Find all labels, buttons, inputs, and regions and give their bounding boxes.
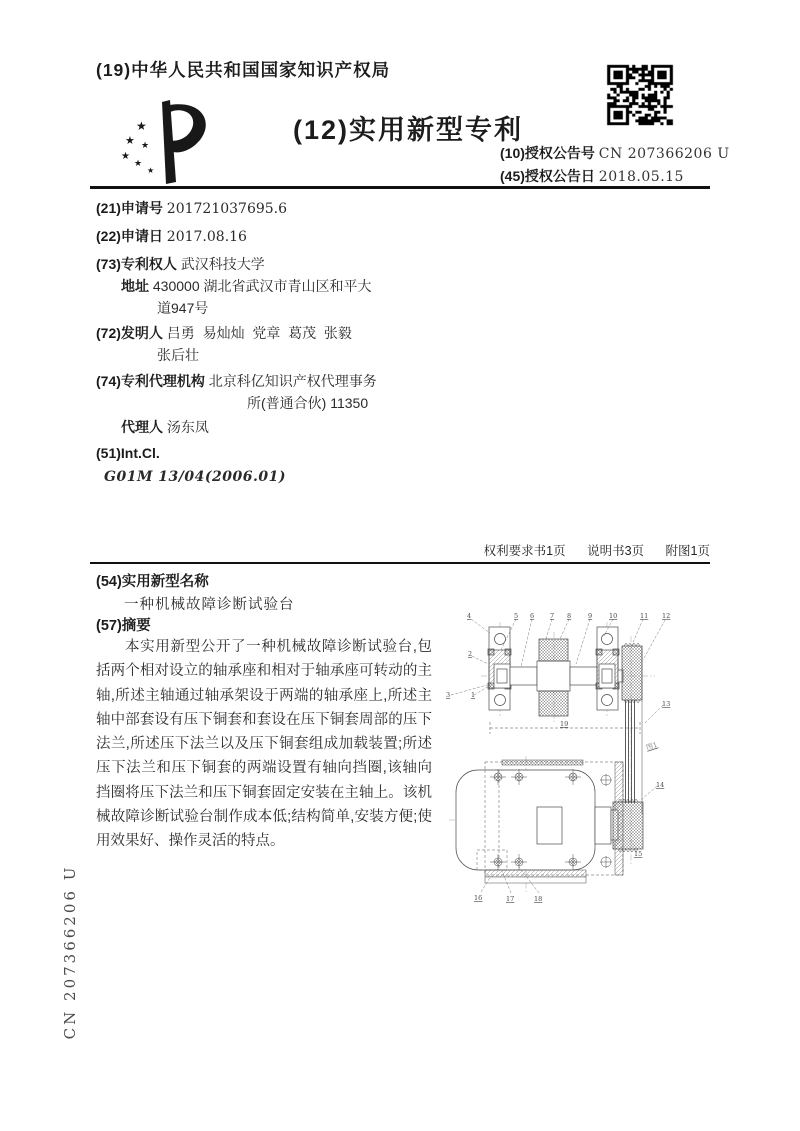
fig-label-3: 3 [446,691,451,699]
svg-text:★: ★ [136,119,147,133]
fig-label-12: 12 [662,612,671,620]
svg-text:★: ★ [134,159,143,169]
fig-label-10: 10 [609,612,618,620]
publication-date-row [500,166,684,186]
abstract-section-label: (57)摘要 [96,618,151,634]
address-row-2 [157,298,208,318]
cnipa-logo-icon [116,96,220,188]
fig-label-8: 8 [567,612,572,620]
inventors-label: (72)发明人 [96,325,163,341]
fig-label-14: 14 [656,781,665,789]
svg-text:★: ★ [141,141,150,151]
description-pages: 说明书3页 [587,544,645,558]
address-label: 地址 [121,278,149,294]
patentee-label: (73)专利权人 [96,256,177,272]
qr-code [604,62,676,128]
fig-label-5: 5 [514,612,519,620]
section-divider [90,562,710,564]
agency-line1: 北京科亿知识产权代理事务 [208,373,377,389]
header-divider [90,186,710,189]
pages-info [400,541,710,559]
fig-label-16: 16 [474,894,483,902]
document-type-title: (12)实用新型专利 [293,115,524,145]
invention-title: 一种机械故障诊断试验台 [124,597,295,613]
application-number-value: 201721037695.6 [166,201,288,217]
agent-row [121,417,209,437]
agency-row [96,371,377,391]
fig-label-1: 1 [471,691,476,699]
sidebar-publication-number: CN 207366206 U [61,864,79,1040]
fig-label-2: 2 [468,650,473,658]
claims-pages: 权利要求书1页 [483,544,566,558]
agent-value: 汤东凤 [166,419,209,435]
fig-label-18: 18 [534,895,543,903]
fig-label-4: 4 [467,612,472,620]
agency-row-2 [247,393,368,413]
fig-label-9: 9 [588,612,593,620]
svg-text:★: ★ [125,134,135,147]
publication-date-value: 2018.05.15 [598,169,684,185]
publication-number-value: CN 207366206 U [598,146,730,162]
figure-1-drawing [441,604,720,926]
fig-label-11: 11 [640,612,649,620]
intcl-row [96,445,160,461]
fig-label-15: 15 [634,850,643,858]
inventors-line1: 吕勇 易灿灿 党章 葛茂 张毅 [166,325,352,341]
agency-line2: 所(普通合伙) 11350 [247,395,369,411]
patentee-row [96,254,265,274]
publication-number-label: (10)授权公告号 [500,145,595,161]
drawings-pages: 附图1页 [665,544,710,558]
fig-label-19: 19 [560,720,569,728]
application-number-row [96,198,287,218]
application-date-label: (22)申请日 [96,228,163,244]
patent-office-name: (19)中华人民共和国国家知识产权局 [96,60,391,80]
figure-caption: 图1 [645,740,659,752]
inventors-line2: 张后壮 [157,347,199,363]
address-row [121,276,372,296]
publication-number-row [500,143,730,163]
address-line1: 430000 湖北省武汉市青山区和平大 [152,278,372,294]
svg-text:★: ★ [121,151,130,162]
fig-label-13: 13 [662,700,671,708]
fig-label-7: 7 [550,612,555,620]
agency-label: (74)专利代理机构 [96,373,205,389]
application-number-label: (21)申请号 [96,200,163,216]
svg-text:★: ★ [147,166,155,175]
application-date-row [96,226,247,246]
agent-label: 代理人 [121,419,163,435]
inventors-row [96,323,352,343]
title-section-label: (54)实用新型名称 [96,574,209,590]
intcl-value: G01M 13/04(2006.01) [104,469,286,485]
address-line2: 道947号 [157,300,209,316]
intcl-value-row [104,468,286,485]
intcl-label: (51)Int.Cl. [96,445,160,461]
abstract-text: 本实用新型公开了一种机械故障诊断试验台,包括两个相对设立的轴承座和相对于轴承座可转动的主轴,所述主轴通过轴承架设于两端的轴承座上,所述主轴中部套设有压下铜套和套设在压下铜套周部的压下法兰,所述压下法兰以及压下铜套组成加载装置;所述压下法兰和压下铜套的两端设置有轴向挡圈,该轴向挡圈将压下法兰和压下铜套固定安装在主轴上。该机械故障诊断试验台制作成本低;结构简单,安装方便;使用效果好、操作灵活的特点。 [96,639,432,850]
inventors-row-2 [157,345,199,365]
fig-label-6: 6 [530,612,535,620]
patentee-value: 武汉科技大学 [180,256,265,272]
fig-label-17: 17 [506,895,515,903]
publication-date-label: (45)授权公告日 [500,168,595,184]
application-date-value: 2017.08.16 [166,229,247,245]
